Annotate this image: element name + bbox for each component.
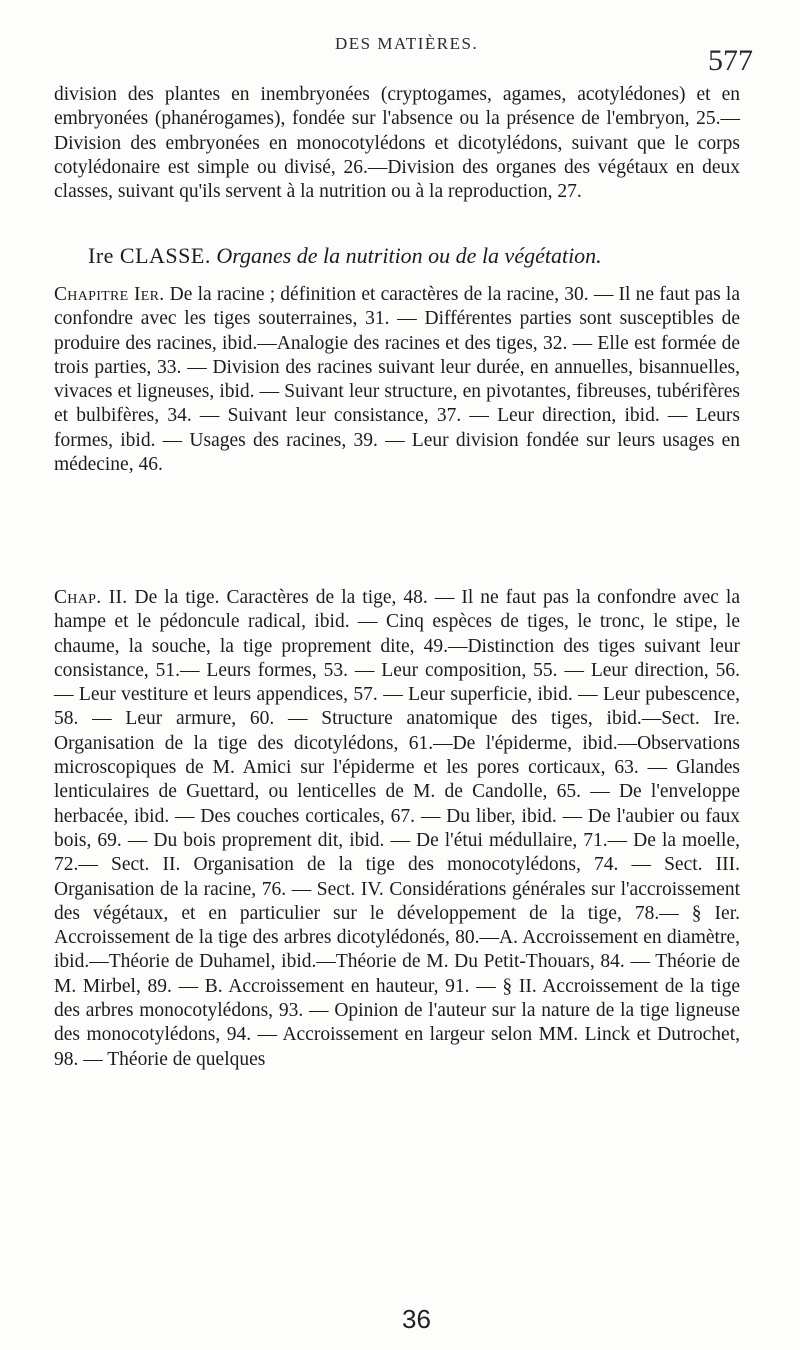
running-title: DES MATIÈRES. — [335, 34, 479, 53]
chapter-1-entry — [54, 283, 740, 477]
class-heading-label: Ire CLASSE. — [88, 243, 211, 268]
page-number: 577 — [708, 44, 753, 77]
class-heading — [88, 243, 602, 269]
chapter-1-text: De la racine ; définition et caractères de la racine, 30. — Il ne faut pas la confondre avec les tiges souterraines, 31. — Différentes parties sont susceptibles de produire des racines, ibid.—Analogie des racines et des tiges, 32. — Elle est formée de trois parties, 33. — Division des racines suivant leur durée, en annuelles, bisannuelles, vivaces et ligneuses, ibid. — Suivant leur structure, en pivotantes, fibreuses, tubérifères et bulbifères, 34. — Suivant leur consistance, 37. — Leur direction, ibid. — Leurs formes, ibid. — Usages des racines, 39. — Leur division fondée sur leurs usages en médecine, 46. — [54, 284, 740, 476]
intro-paragraph: division des plantes en inembryonées (cryptogames, agames, acotylédones) et en embryonées (phanérogames), fondée sur l'absence ou la présence de l'embryon, 25.—Division des embryonées en monocotylédons et dicotylédons, suivant que le corps cotylédonaire est simple ou divisé, 26.—Division des organes des végétaux en deux classes, suivant qu'ils servent à la nutrition ou à la reproduction, 27. — [54, 84, 740, 203]
chapter-2-text: De la tige. Caractères de la tige, 48. — Il ne faut pas la confondre avec la hampe et le pédoncule radical, ibid. — Cinq espèces de tiges, le tronc, le stipe, le chaume, la souche, la tige proprement dite, 49.—Distinction des tiges suivant leur consistance, 51.— Leurs formes, 53. — Leur composition, 55. — Leur direction, 56. — Leur vestiture et leurs appendices, 57. — Leur superficie, ibid. — Leur pubescence, 58. — Leur armure, 60. — Structure anatomique des tiges, ibid.—Sect. Ire. Organisation de la tige des dicotylédons, 61.—De l'épiderme, ibid.—Observations microscopiques de M. Amici sur l'épiderme et les pores corticaux, 63. — Glandes lenticulaires de Guettard, ou lenticelles de M. de Candolle, 65. — De l'enveloppe herbacée, ibid. — Des couches corticales, 67. — Du liber, ibid. — De l'aubier ou faux bois, 69. — Du bois proprement dit, ibid. — De l'étui médullaire, 71.— De la moelle, 72.— Sect. II. Organisation de la tige des monocotylédons, 74. — Sect. III. Organisation de la racine, 76. — Sect. IV. Considérations générales sur l'accroissement des végétaux, et en particulier sur le développement de la tige, 78.— § Ier. Accroissement de la tige des arbres dicotylédonés, 80.—A. Accroissement en diamètre, ibid.—Théorie de Duhamel, ibid.—Théorie de M. Du Petit-Thouars, 84. — Théorie de M. Mirbel, 89. — B. Accroissement en hauteur, 91. — § II. Accroissement de la tige des arbres monocotylédons, 93. — Opinion de l'auteur sur la nature de la tige ligneuse des monocotylédons, 94. — Accroissement en largeur selon MM. Linck et Dutrochet, 98. — Théorie de quelques — [54, 587, 740, 1070]
chapter-1-label: Chapitre Ier. — [54, 284, 165, 305]
signature-mark: 36 — [402, 1304, 431, 1334]
chapter-2-entry — [54, 586, 740, 1072]
class-heading-title: Organes de la nutrition ou de la végétation. — [216, 243, 602, 268]
chapter-2-label: Chap. II. — [54, 587, 128, 608]
